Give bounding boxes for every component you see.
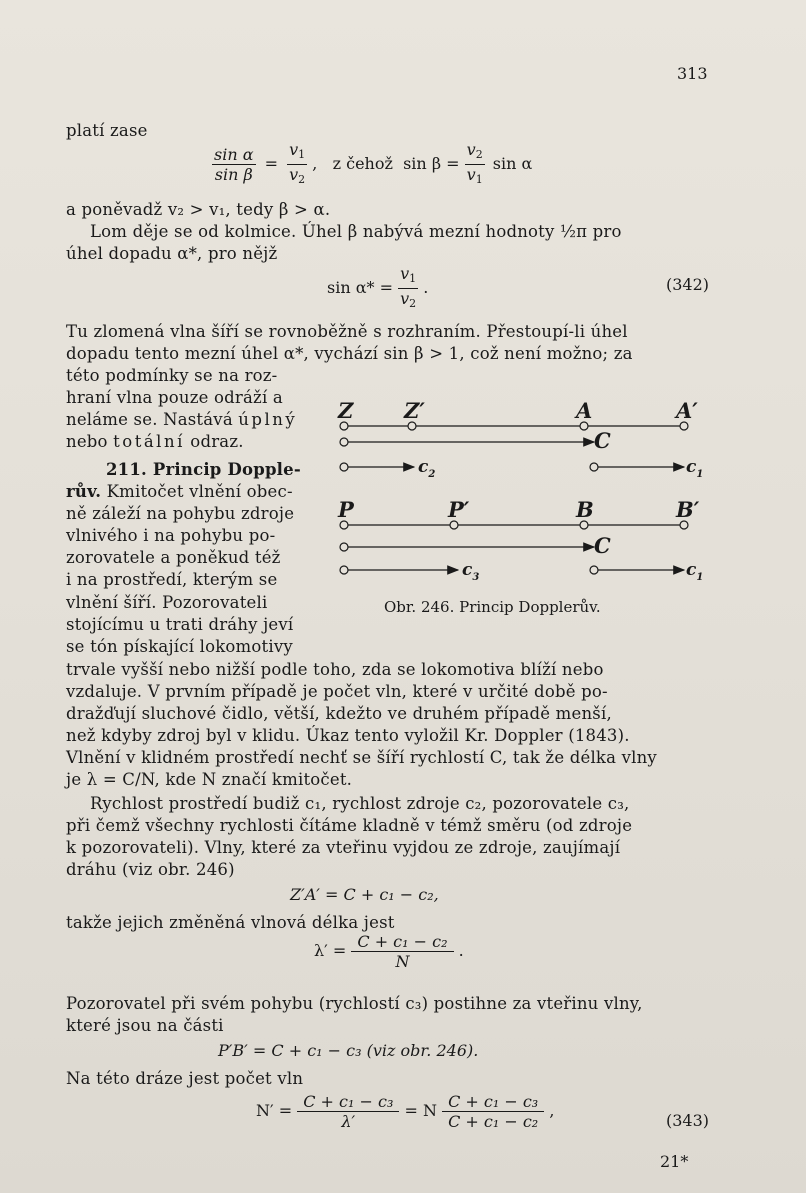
text-line: Lom děje se od kolmice. Úhel β nabývá mezní hodnoty ½π pro — [90, 222, 622, 241]
text-line: stojícímu u trati dráhy jeví — [66, 615, 294, 634]
point-a — [580, 422, 588, 430]
text-line: Na této dráze jest počet vln — [66, 1069, 304, 1088]
text-line: Rychlost prostředí budiž c₁, rychlost zdroje c₂, pozorovatele c₃, — [90, 794, 630, 813]
text-line: dražďují sluchové čidlo, větší, kdežto ve druhém případě menší, — [66, 704, 612, 723]
label-c1-top: $c_1$ — [686, 457, 704, 480]
text-line: a poněvadž v₂ > v₁, tedy β > α. — [66, 200, 331, 219]
label-zp: Z′ — [404, 398, 425, 423]
point-ap — [680, 422, 688, 430]
label-c-bot: C — [594, 533, 611, 558]
text-line: se tón pískající lokomotivy — [66, 637, 293, 656]
equation-snell: $\frac{\text{sin α}}{\text{sin β}}$ = $\frac{v_1}{v_2}$ , z čehož sin β = $\frac{v_2}{v_1}$ sin α — [212, 140, 532, 189]
fraction: $\frac{v_1}{v_2}$ — [289, 140, 306, 186]
label-ap: A′ — [676, 398, 698, 423]
point-bp — [680, 521, 688, 529]
text-line: vlnivého i na pohybu po- — [66, 526, 276, 545]
text-line: úhel dopadu α*, pro nějž — [66, 244, 278, 263]
point-z — [340, 422, 348, 430]
text-line: než kdyby zdroj byl v klidu. Úkaz tento vyložil Kr. Doppler (1843). — [66, 726, 630, 745]
text-line: takže jejich změněná vlnová délka jest — [66, 913, 395, 932]
equation-lambda: λ′ = $\frac{\text{C + c₁ − c₂}}{N}$ . — [314, 932, 464, 971]
text-line: zorovatele a poněkud též — [66, 548, 281, 567]
printer-signature: 21* — [660, 1152, 689, 1171]
text-line: vzdaluje. V prvním případě je počet vln, které v určité době po- — [66, 682, 608, 701]
text-line: Tu zlomená vlna šíří se rovnoběžně s rozhraním. Přestoupí-li úhel — [66, 322, 628, 341]
equation-number: (342) — [666, 275, 710, 294]
text-line: při čemž všechny rychlosti čítáme kladně v témž směru (od zdroje — [66, 816, 633, 835]
text-line: ně záleží na pohybu zdroje — [66, 504, 295, 523]
fraction: $\frac{v_2}{v_1}$ — [466, 140, 483, 186]
point-b — [580, 521, 588, 529]
equation-number: (343) — [666, 1111, 710, 1130]
point-pp — [450, 521, 458, 529]
point-p — [340, 521, 348, 529]
fraction: $\frac{\text{C + c₁ − c₃}}{\lambda'}$ — [297, 1092, 399, 1131]
fraction: $\frac{\text{C + c₁ − c₂}}{N}$ — [351, 932, 453, 971]
text-line: je λ = C/N, kde N značí kmitočet. — [66, 770, 353, 789]
text-line: dráhu (viz obr. 246) — [66, 860, 235, 879]
text-line: trvale vyšší nebo nižší podle toho, zda se lokomotiva blíží nebo — [66, 660, 604, 679]
text-line: vlnění šíří. Pozorovateli — [66, 593, 268, 612]
text-line: hraní vlna pouze odráží a — [66, 388, 283, 407]
equation-za: Z′A′ = C + c₁ − c₂, — [290, 885, 439, 904]
text-line: Vlnění v klidném prostředí nechť se šíří rychlostí C, tak že délka vlny — [66, 748, 657, 767]
label-c-top: C — [594, 428, 611, 453]
section-heading: 211. Princip Dopple- — [106, 460, 301, 479]
text-line: dopadu tento mezní úhel α*, vychází sin β > 1, což není možno; za — [66, 344, 633, 363]
label-pp: P′ — [448, 497, 470, 522]
label-p: P — [338, 497, 354, 522]
label-z: Z — [338, 398, 354, 423]
text-line: neláme se. Nastává úplný — [66, 410, 298, 429]
text-line: i na prostředí, kterým se — [66, 570, 278, 589]
fraction: $\frac{\text{C + c₁ − c₃}}{\text{C + c₁ − c₂}}$ — [442, 1092, 544, 1131]
text-line: Pozorovatel při svém pohybu (rychlostí c₃) postihne za vteřinu vlny, — [66, 994, 643, 1013]
equation-342: sin α* = $\frac{v_1}{v_2}$ . — [327, 264, 428, 313]
page-number: 313 — [677, 64, 708, 83]
label-b: B — [576, 497, 594, 522]
label-bp: B′ — [676, 497, 700, 522]
point-zp — [408, 422, 416, 430]
fraction: $\frac{\text{sin α}}{\text{sin β}}$ — [214, 145, 254, 184]
doppler-figure — [330, 390, 710, 630]
label-c3: $c_3$ — [462, 560, 480, 583]
equation-343: N′ = $\frac{\text{C + c₁ − c₃}}{\lambda'}$ = N $\frac{\text{C + c₁ − c₃}}{\text{C + c₁ − c₂}}$ , — [256, 1092, 555, 1131]
figure-caption: Obr. 246. Princip Dopplerův. — [384, 598, 601, 616]
text-line: které jsou na části — [66, 1016, 224, 1035]
label-c2: $c_2$ — [418, 457, 436, 480]
label-c1-bot: $c_1$ — [686, 560, 704, 583]
text-line: rův. Kmitočet vlnění obec- — [66, 482, 293, 501]
text-line: této podmínky se na roz- — [66, 366, 278, 385]
text-line: k pozorovateli). Vlny, které za vteřinu vyjdou ze zdroje, zaujímají — [66, 838, 621, 857]
equation-pb: P′B′ = C + c₁ − c₃ (viz obr. 246). — [218, 1041, 479, 1060]
label-a: A — [576, 398, 593, 423]
text-line: platí zase — [66, 121, 148, 140]
text-line: nebo totální odraz. — [66, 432, 244, 451]
fraction: $\frac{v_1}{v_2}$ — [400, 264, 417, 310]
